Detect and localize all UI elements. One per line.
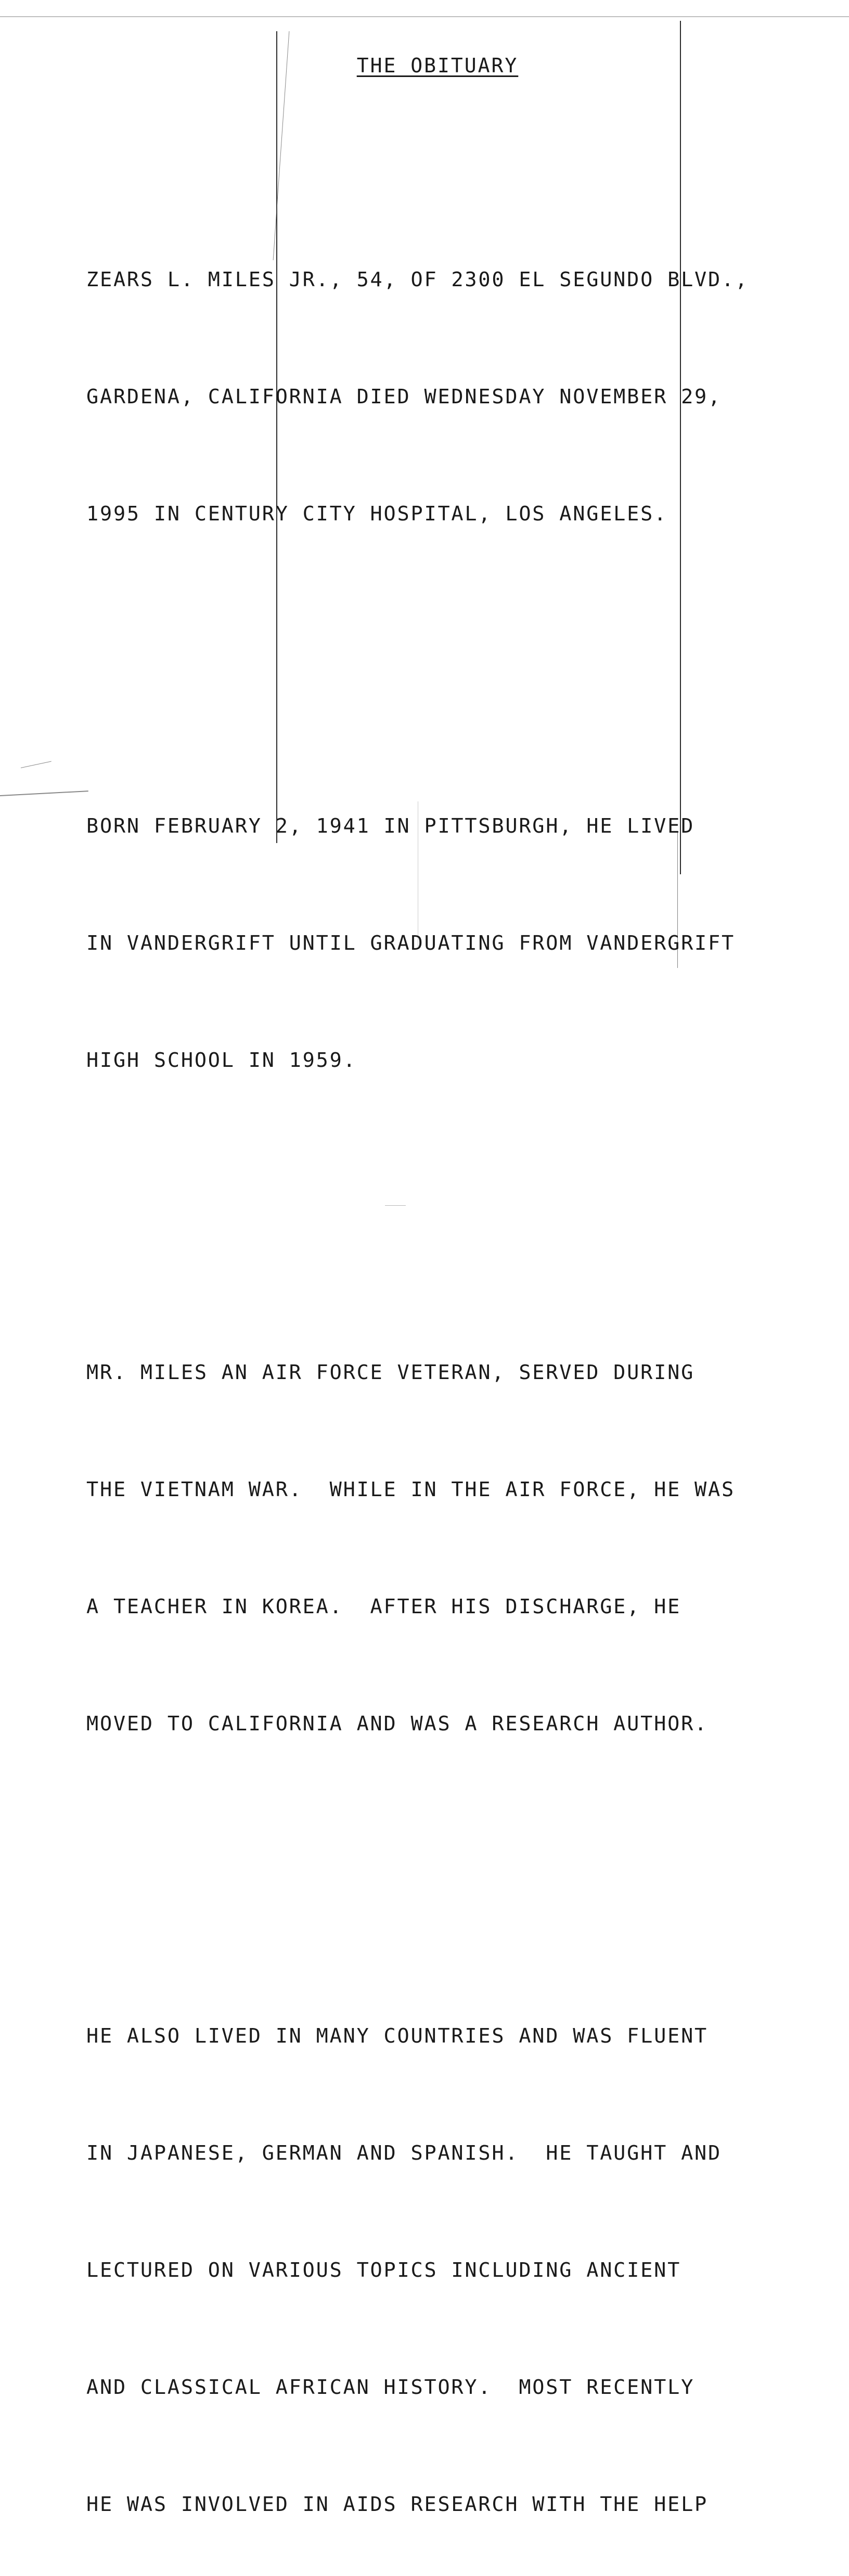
scan-scratch-mark [0, 790, 88, 796]
paragraph [86, 1275, 835, 1821]
paragraph [86, 729, 835, 1158]
text-line: MR. MILES AN AIR FORCE VETERAN, SERVED DURING [86, 1361, 695, 1384]
paragraph [86, 182, 835, 611]
text-line: THE VIETNAM WAR. WHILE IN THE AIR FORCE, HE WAS [86, 1478, 735, 1501]
text-line: ZEARS L. MILES JR., 54, OF 2300 EL SEGUNDO BLVD., [86, 268, 749, 291]
text-line: BORN FEBRUARY 2, 1941 IN PITTSBURGH, HE LIVED [86, 814, 695, 838]
text-line: HE WAS INVOLVED IN AIDS RESEARCH WITH THE HELP [86, 2493, 709, 2516]
text-line: GARDENA, CALIFORNIA DIED WEDNESDAY NOVEMBER 29, [86, 385, 722, 409]
obituary-body [86, 104, 835, 2576]
text-line: 1995 IN CENTURY CITY HOSPITAL, LOS ANGELES. [86, 502, 668, 526]
text-line: IN VANDERGRIFT UNTIL GRADUATING FROM VANDERGRIFT [86, 932, 735, 955]
text-line: MOVED TO CALIFORNIA AND WAS A RESEARCH AUTHOR. [86, 1712, 709, 1736]
scan-top-rule [0, 16, 849, 17]
text-line: AND CLASSICAL AFRICAN HISTORY. MOST RECENTLY [86, 2376, 695, 2399]
text-line: A TEACHER IN KOREA. AFTER HIS DISCHARGE, HE [86, 1595, 681, 1618]
scan-scratch-mark [21, 761, 52, 768]
text-line: HIGH SCHOOL IN 1959. [86, 1049, 357, 1072]
paragraph [86, 1939, 835, 2576]
text-line: HE ALSO LIVED IN MANY COUNTRIES AND WAS FLUENT [86, 2024, 709, 2048]
text-line: LECTURED ON VARIOUS TOPICS INCLUDING ANCIENT [86, 2259, 681, 2282]
text-line: IN JAPANESE, GERMAN AND SPANISH. HE TAUGHT AND [86, 2141, 722, 2165]
document-title: THE OBITUARY [356, 54, 519, 77]
